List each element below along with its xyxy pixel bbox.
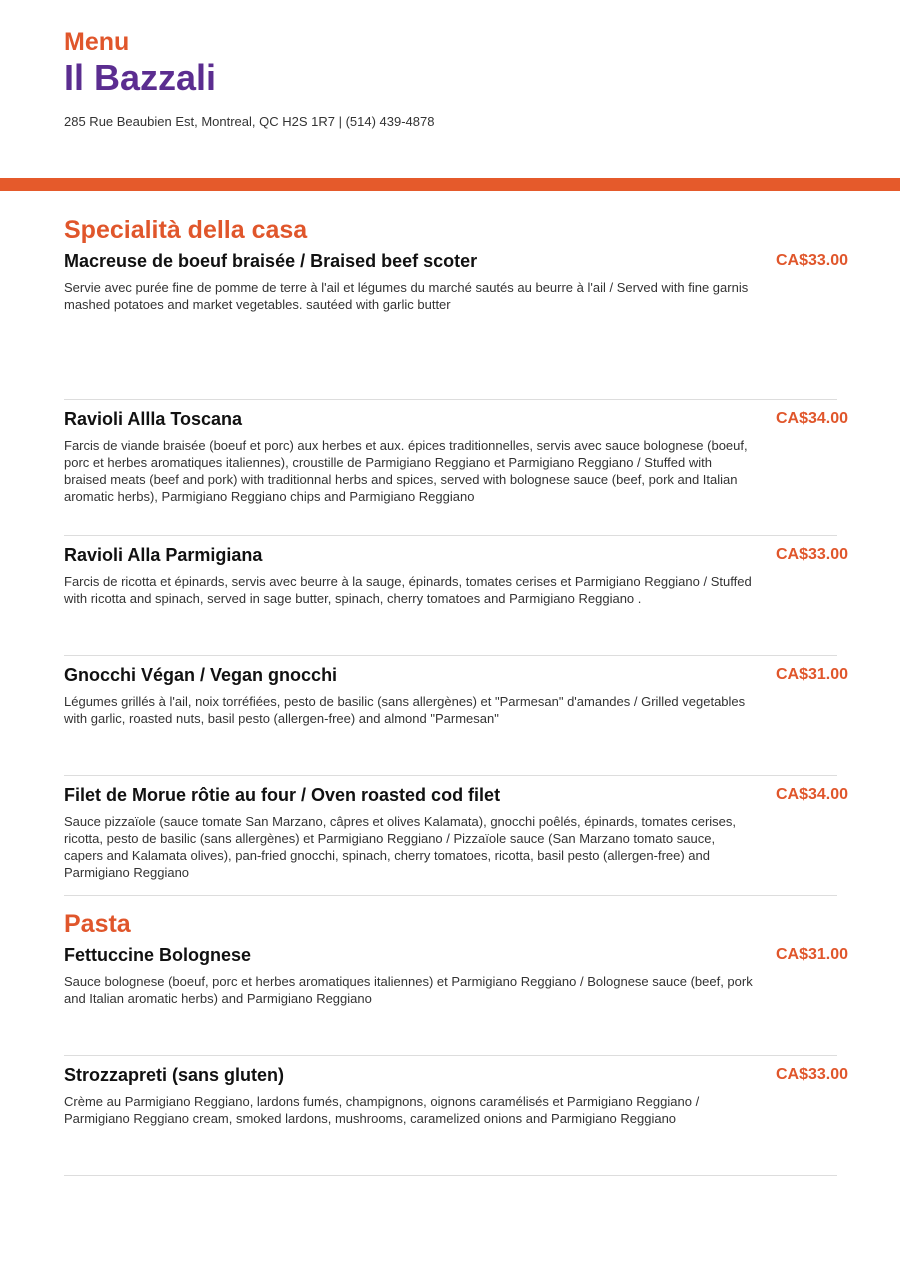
menu-content (64, 214, 848, 1176)
menu-item-name: Fettuccine Bolognese (64, 945, 252, 965)
menu-item-price: CA$33.00 (775, 1066, 848, 1083)
accent-divider-bar (0, 178, 900, 191)
menu-item (64, 408, 848, 536)
menu-item-description: Légumes grillés à l'ail, noix torréfiées, pesto de basilic (sans allergènes) et "Parmesan" d'amandes / Grilled vegetables with garlic, roasted nuts, basil pesto (allergen-free) and almond "Parmesan" (64, 694, 746, 726)
menu-header (64, 28, 844, 130)
menu-item (64, 664, 848, 776)
section-title-specialita: Specialità della casa (64, 216, 308, 244)
menu-item (64, 1064, 848, 1176)
menu-item-description: Farcis de ricotta et épinards, servis avec beurre à la sauge, épinards, tomates cerises et Parmigiano Reggiano / Stuffed with ricotta and spinach, served in sage butter, spinach, cherry tomatoes and Parmigiano Reggiano . (64, 574, 752, 606)
menu-item-name: Gnocchi Végan / Vegan gnocchi (64, 665, 338, 685)
restaurant-name: Il Bazzali (64, 57, 217, 98)
menu-item-description: Crème au Parmigiano Reggiano, lardons fumés, champignons, oignons caramélisés et Parmigiano Reggiano / Parmigiano Reggiano cream, smoked lardons, mushrooms, caramelized onions and Parmigiano Reggiano (64, 1094, 700, 1126)
menu-item (64, 944, 848, 1056)
menu-item-name: Ravioli Alla Parmigiana (64, 545, 263, 565)
menu-item (64, 544, 848, 656)
menu-label: Menu (64, 28, 130, 56)
menu-item (64, 784, 848, 896)
menu-item-name: Strozzapreti (sans gluten) (64, 1065, 285, 1085)
menu-item (64, 250, 848, 400)
menu-item-description: Farcis de viande braisée (boeuf et porc) aux herbes et aux. épices traditionnelles, servis avec sauce bolognese (boeuf, porc et herbes aromatiques italiennes), croustille de Parmigiano Reggiano et Parmigiano Reggiano / Stuffed with braised meats (beef and pork) with traditionnal herbs and spices, served with bolognese sauce (beef, pork and Italian aromatic herbs), Parmigiano Reggiano chips and Parmigiano Reggiano (64, 438, 748, 504)
restaurant-address: 285 Rue Beaubien Est, Montreal, QC H2S 1R7 | (514) 439-4878 (64, 114, 435, 129)
menu-item-name: Macreuse de boeuf braisée / Braised beef scoter (64, 251, 478, 271)
menu-item-price: CA$33.00 (775, 252, 848, 269)
menu-item-name: Ravioli Allla Toscana (64, 409, 243, 429)
menu-item-price: CA$31.00 (775, 946, 848, 963)
menu-item-price: CA$34.00 (775, 786, 848, 803)
section-title-pasta: Pasta (64, 910, 131, 938)
menu-item-description: Sauce pizzaïole (sauce tomate San Marzano, câpres et olives Kalamata), gnocchi poêlés, épinards, tomates cerises, ricotta, pesto de basilic (sans allergènes) et Parmigiano Reggiano / Pizzaïole sauce (San Marzano tomato sauce, capers and Kalamata olives), pan-fried gnocchi, spinach, cherry tomatoes, ricotta, basil pesto (allergen-free) and Parmigiano Reggiano (64, 814, 737, 880)
menu-item-name: Filet de Morue rôtie au four / Oven roasted cod filet (64, 785, 501, 805)
menu-item-price: CA$31.00 (775, 666, 848, 683)
menu-item-price: CA$33.00 (775, 546, 848, 563)
menu-item-description: Sauce bolognese (boeuf, porc et herbes aromatiques italiennes) et Parmigiano Reggiano / Bolognese sauce (beef, pork and Italian aromatic herbs) and Parmigiano Reggiano (64, 974, 753, 1006)
menu-item-description: Servie avec purée fine de pomme de terre à l'ail et légumes du marché sautés au beurre à l'ail / Served with fine garnis mashed potatoes and market vegetables. sautéed with garlic butter (64, 280, 749, 312)
menu-item-price: CA$34.00 (775, 410, 848, 427)
